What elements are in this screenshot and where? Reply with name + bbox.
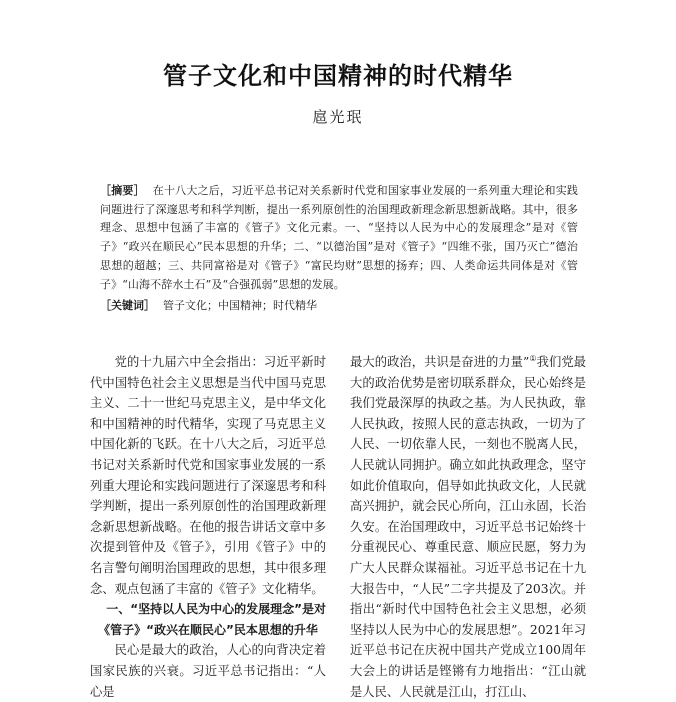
left-paragraph-2: 民心是最大的政治，人心的向背决定着国家民族的兴衰。习近平总书记指出：“人心是 xyxy=(90,643,326,699)
right-paragraph-start: 最大的政治，共识是奋进的力量” xyxy=(350,355,530,369)
right-paragraph-rest: 我们党最大的政治优势是密切联系群众，民心始终是我们党最深厚的执政之基。为人民执政，靠人民执政，按照人民的意志执政，一切为了人民、一切依靠人民，一刻也不脱离人民，人民就认同拥护。确立如此执政理念，坚守如此价值取向，倡导如此执政文化，人民就高兴拥护，就会民心所向，江山永固，长治久安。在治国理政中，习近平总书记始终十分重视民心、尊重民意、顺应民愿，努力为广大人民群众谋福祉。习近平总书记在十九大报告中，“人民”二字共提及了203次。并指出“新时代中国特色社会主义思想，必须坚持以人民为中心的发展思想”。2021年习近平总书记在庆祝中国共产党成立100周年大会上的讲话是铿锵有力地指出：“江山就是人民、人民就是江山，打江山、 xyxy=(350,355,586,699)
abstract-label: ［摘要］ xyxy=(100,184,145,197)
right-paragraph-1 xyxy=(350,352,586,702)
section-heading-line-1: 一、“坚持以人民为中心的发展理念”是对 xyxy=(106,602,326,617)
keywords-label: ［关键词］ xyxy=(100,299,155,312)
left-paragraph-1: 党的十九届六中全会指出：习近平新时代中国特色社会主义思想是当代中国马克思主义、二十一世纪马克思主义，是中华文化和中国精神的时代精华，实现了马克思主义中国化新的飞跃。在十八大之后，习近平总书记对关系新时代党和国家事业发展的一系列重大理论和实践问题进行了深邃思考和科学判断，提出一系列原创性的治国理政新理念新思想新战略。在他的报告讲话文章中多次提到管仲及《管子》，引用《管子》中的名言警句阐明治国理政的思想，其中很多理念、观点包涵了丰富的《管子》文化精华。 xyxy=(90,355,326,596)
section-heading-line-2: 《管子》“政兴在顺民心”民本思想的升华 xyxy=(98,622,318,637)
left-column xyxy=(90,352,326,702)
article-title: 管子文化和中国精神的时代精华 xyxy=(163,62,513,90)
article-author: 扈光珉 xyxy=(312,108,364,126)
footnote-marker: ① xyxy=(529,353,537,363)
keywords-text: 管子文化；中国精神；时代精华 xyxy=(163,299,317,312)
abstract xyxy=(100,182,578,294)
abstract-text: 在十八大之后，习近平总书记对关系新时代党和国家事业发展的一系列重大理论和实践问题进行了深邃思考和科学判断，提出一系列原创性的治国理政新理念新思想新战略。其中，很多理念、思想中包涵了丰富的《管子》文化元素。一、“坚持以人民为中心的发展理念”是对《管子》“政兴在顺民心”民本思想的升华；二、“以德治国”是对《管子》“四维不张，国乃灭亡”德治思想的超越；三、共同富裕是对《管子》“富民均财”思想的扬弃；四、人类命运共同体是对《管子》“山海不辞水土石”及“合强孤弱”思想的发展。 xyxy=(100,184,579,291)
keywords xyxy=(100,297,578,315)
right-column xyxy=(350,352,586,702)
